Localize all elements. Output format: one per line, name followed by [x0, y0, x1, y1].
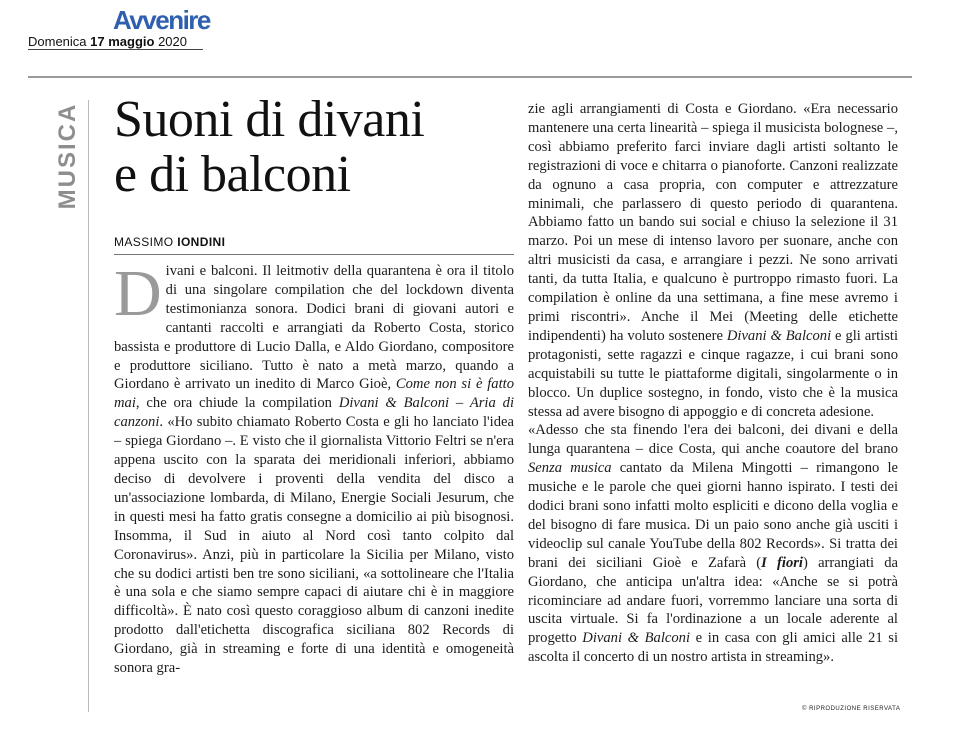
text-run: e in casa con gli amici alle 21 si ascolta il concerto di un nostro artista in streaming».: [528, 630, 898, 666]
article-column-1: [114, 262, 514, 714]
text-run: , che ora chiude la compilation: [135, 395, 339, 412]
article-paragraph: [114, 262, 514, 678]
byline-rule: [114, 254, 514, 255]
article-paragraph: [528, 100, 898, 667]
text-run: ) arrangiati da Giordano, che anticipa un'altra idea: «Anche se si potrà ricominciare ad andare fuori, vorremmo lanciare una sorta di uscita virtuale. Si fa l'ordinazione a un locale aderente al progetto: [528, 554, 898, 647]
byline: [114, 235, 414, 249]
byline-last-name: IONDINI: [177, 235, 226, 249]
date-rule: [28, 49, 203, 50]
publication-date: [28, 34, 213, 49]
title-italic: Divani & Balconi – Aria di canzoni: [114, 395, 514, 431]
date-weekday: Domenica: [28, 34, 87, 49]
article-column-2: [528, 100, 898, 700]
headline-line-2: e di balconi: [114, 146, 351, 203]
masthead: [113, 5, 223, 35]
section-tag: [48, 98, 88, 216]
text-run: cantato da Milena Mingotti – rimangono le musiche e le parole che quei giorni hanno ispirato. I testi dei dodici brani sono infatti molto espliciti e dicono della voglia e del bisogno di fare musica. Di un paio sono anche già usciti i videoclip sul canale YouTube della 802 Records». Si tratta dei brani dei siciliani Gioè e Zafarà (: [528, 460, 898, 571]
text-run: ivani e balconi. Il leitmotiv della quarantena è ora il titolo di una singolare compilation che del lockdown diventa testimonianza sonora. Dodici brani di giovani autori e cantanti raccolti e arrangiati da Roberto Costa, storico bassista e produttore di Lucio Dalla, e Aldo Giordano, compositore e produttore siciliano. Tutto è nato a metà marzo, quando a Giordano è arrivato un inedito di Marco Gioè,: [114, 263, 514, 393]
section-label: MUSICA: [54, 102, 81, 210]
date-year: 2020: [158, 34, 187, 49]
title-italic: Come non si è fatto mai: [114, 376, 514, 412]
title-italic: Senza musica: [528, 460, 612, 477]
copyright-notice: © RIPRODUZIONE RISERVATA: [802, 706, 901, 712]
newspaper-logo: Avvenire: [113, 5, 210, 35]
title-italic: I fiori: [761, 554, 803, 571]
section-divider: [88, 100, 89, 712]
byline-first-name: MASSIMO: [114, 235, 178, 249]
drop-cap: D: [114, 262, 162, 330]
text-run: e gli artisti protagonisti, sette ragazzi e cinque ragazze, i cui brani sono acquistabili su tutte le piattaforme digitali, singolarmente o in blocco. Un duplice sostegno, in fondo, visto che è la musica stessa ad avere bisogno di appoggio e di concreta adesione.: [528, 327, 898, 420]
text-run: . «Ho subito chiamato Roberto Costa e gli ho lanciato l'idea – spiega Giordano –. E visto che il giornalista Vittorio Feltri se n'era appena uscito con la sparata dei meridionali inferiori, abbiamo deciso di devolvere i proventi della vendita del disco a un'associazione lombarda, di Milano, Energie Sociali Jesurum, che in questi mesi ha fatto gratis consegne a domicilio ai più bisognosi. Insomma, il Sud in aiuto al Nord così tanto colpito dal Coronavirus». Anzi, più in particolare la Sicilia per Milano, visto che su dodici artisti ben tre sono siciliani, «a sottolineare che l'Italia è una sola e che siamo sempre capaci di aiutare chi è in maggiore difficoltà». È nato così questo coraggioso album di canzoni inedite prodotto dall'etichetta discografica siciliana 802 Records di Giordano, già in streaming e forte di una identità e omogeneità sonora gra-: [114, 414, 514, 677]
article-headline: [114, 92, 514, 202]
title-italic: Divani & Balconi: [582, 630, 691, 647]
date-day-month: 17 maggio: [90, 34, 155, 49]
text-run: «Adesso che sta finendo l'era dei balconi, dei divani e della lunga quarantena – dice Costa, qui anche coautore del brano: [528, 422, 898, 458]
header-rule: [28, 76, 912, 78]
headline-line-1: Suoni di divani: [114, 91, 425, 148]
title-italic: Divani & Balconi: [726, 327, 832, 344]
text-run: zie agli arrangiamenti di Costa e Giordano. «Era necessario mantenere una certa linearità – spiega il musicista bolognese –, così abbiamo preferito farci inviare dagli artisti soltanto le registrazioni di voce e chitarra o pianoforte. Canzoni realizzate da ognuno a casa propria, con computer e attrezzature minimali, che parlassero di questo periodo di quarantena. Abbiamo fatto un bando sui social e chiuso la selezione il 31 marzo. Poi un mese di intenso lavoro per suonare, anche con altri musicisti da casa, e arrangiare i pezzi. Ne sono arrivati tanti, da tutta Italia, e qualcuno è purtroppo rimasto fuori. La compilation è online da una settimana, a fine mese avremo i primi riscontri». Anche il Mei (Meeting delle etichette indipendenti) ha voluto sostenere: [528, 101, 898, 344]
